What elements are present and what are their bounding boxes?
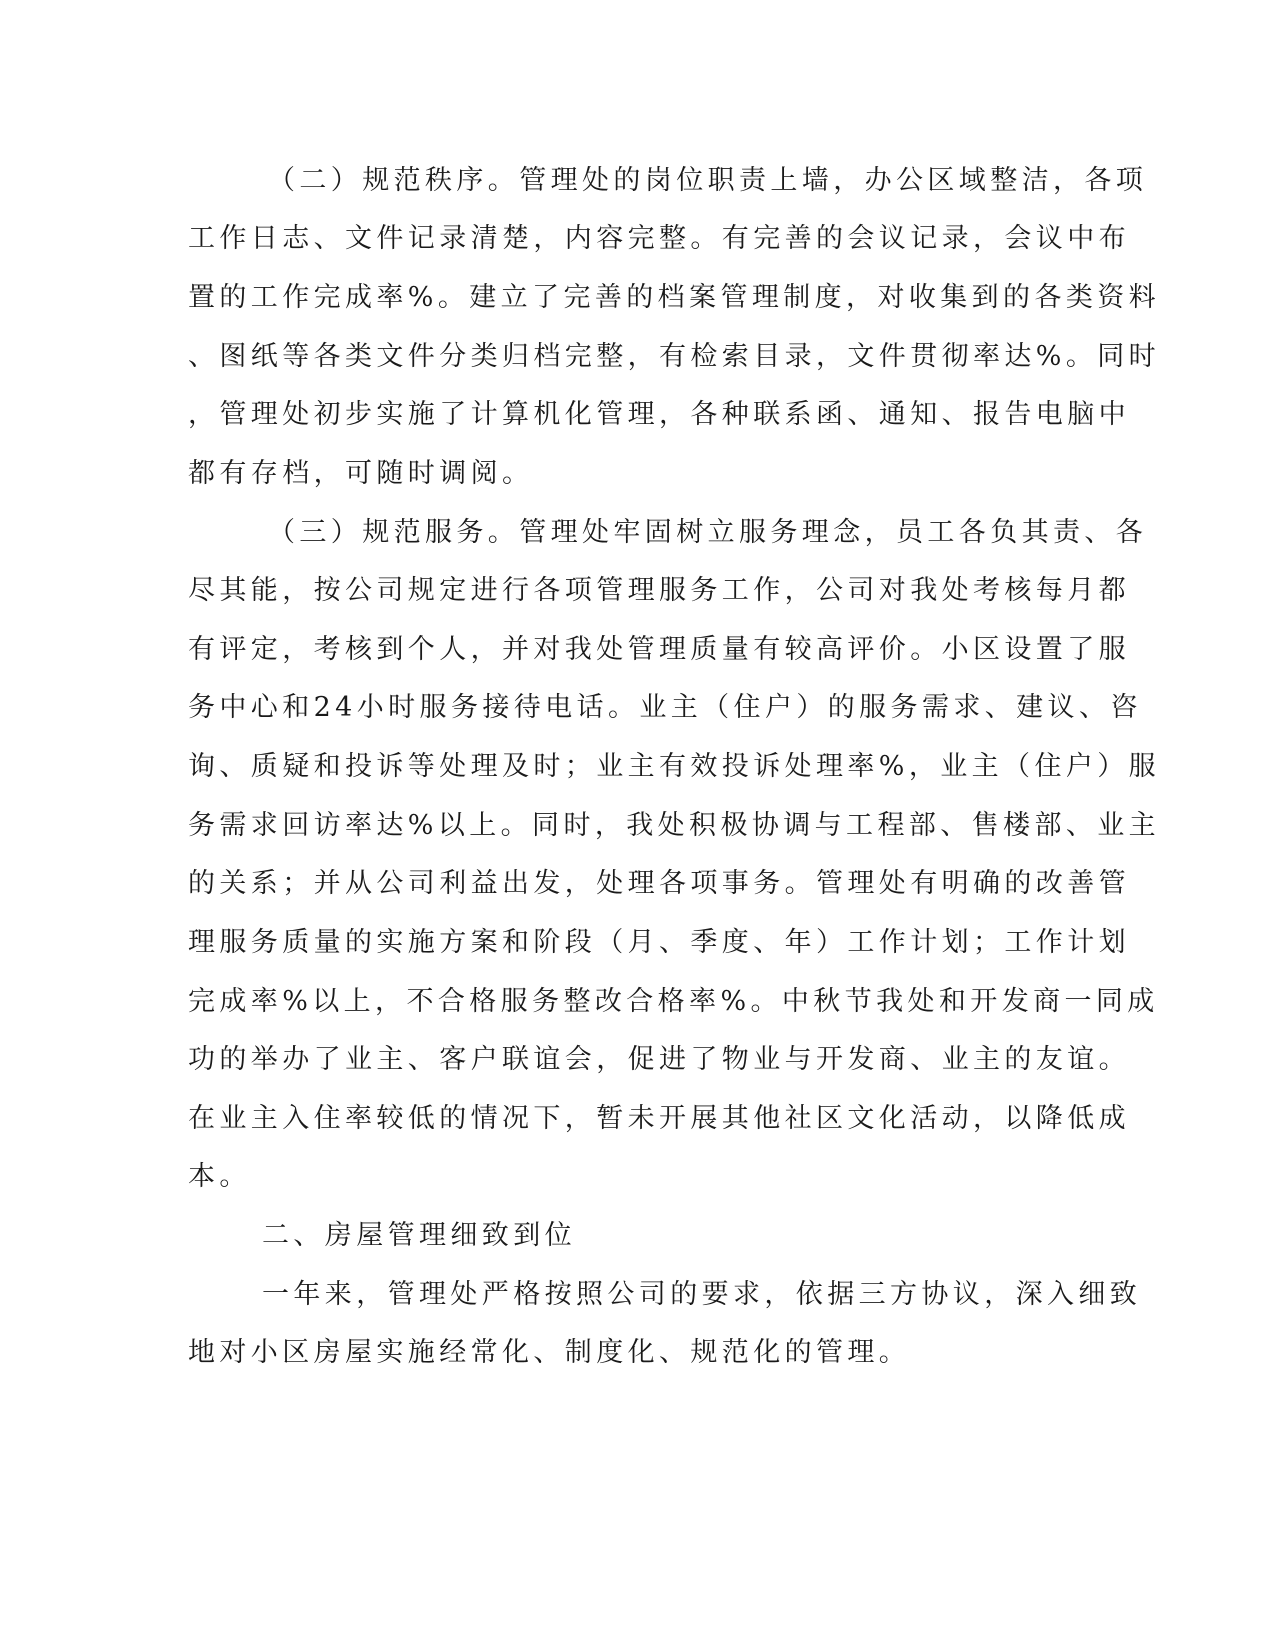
paragraph-line: 的关系；并从公司利益出发，处理各项事务。管理处有明确的改善管	[188, 868, 1130, 899]
paragraph-line: 本。	[188, 1161, 251, 1192]
paragraph-line: （三）规范服务。管理处牢固树立服务理念，员工各负其责、各	[268, 517, 1148, 548]
paragraph-line: ，管理处初步实施了计算机化管理，各种联系函、通知、报告电脑中	[188, 399, 1130, 430]
paragraph-line: 地对小区房屋实施经常化、制度化、规范化的管理。	[188, 1337, 911, 1368]
paragraph-line: 务中心和24小时服务接待电话。业主（住户）的服务需求、建议、咨	[188, 692, 1142, 723]
paragraph-line: （二）规范秩序。管理处的岗位职责上墙，办公区域整洁，各项	[268, 165, 1148, 196]
paragraph-line: 理服务质量的实施方案和阶段（月、季度、年）工作计划；工作计划	[188, 927, 1130, 958]
paragraph-line: 工作日志、文件记录清楚，内容完整。有完善的会议记录，会议中布	[188, 223, 1130, 254]
section-heading: 二、房屋管理细致到位	[262, 1220, 576, 1251]
paragraph-line: 一年来，管理处严格按照公司的要求，依据三方协议，深入细致	[262, 1279, 1142, 1310]
paragraph-line: 功的举办了业主、客户联谊会，促进了物业与开发商、业主的友谊。	[188, 1044, 1130, 1075]
paragraph-line: 在业主入住率较低的情况下，暂未开展其他社区文化活动，以降低成	[188, 1103, 1130, 1134]
paragraph-line: 置的工作完成率%。建立了完善的档案管理制度，对收集到的各类资料	[188, 282, 1161, 313]
paragraph-line: 有评定，考核到个人，并对我处管理质量有较高评价。小区设置了服	[188, 634, 1130, 665]
paragraph-line: 务需求回访率达%以上。同时，我处积极协调与工程部、售楼部、业主	[188, 810, 1161, 841]
paragraph-line: 、图纸等各类文件分类归档完整，有检索目录，文件贯彻率达%。同时	[188, 341, 1161, 372]
paragraph-line: 完成率%以上，不合格服务整改合格率%。中秋节我处和开发商一同成	[188, 986, 1159, 1017]
paragraph-line: 尽其能，按公司规定进行各项管理服务工作，公司对我处考核每月都	[188, 575, 1130, 606]
paragraph-line: 都有存档，可随时调阅。	[188, 458, 534, 489]
paragraph-line: 询、质疑和投诉等处理及时；业主有效投诉处理率%，业主（住户）服	[188, 751, 1161, 782]
